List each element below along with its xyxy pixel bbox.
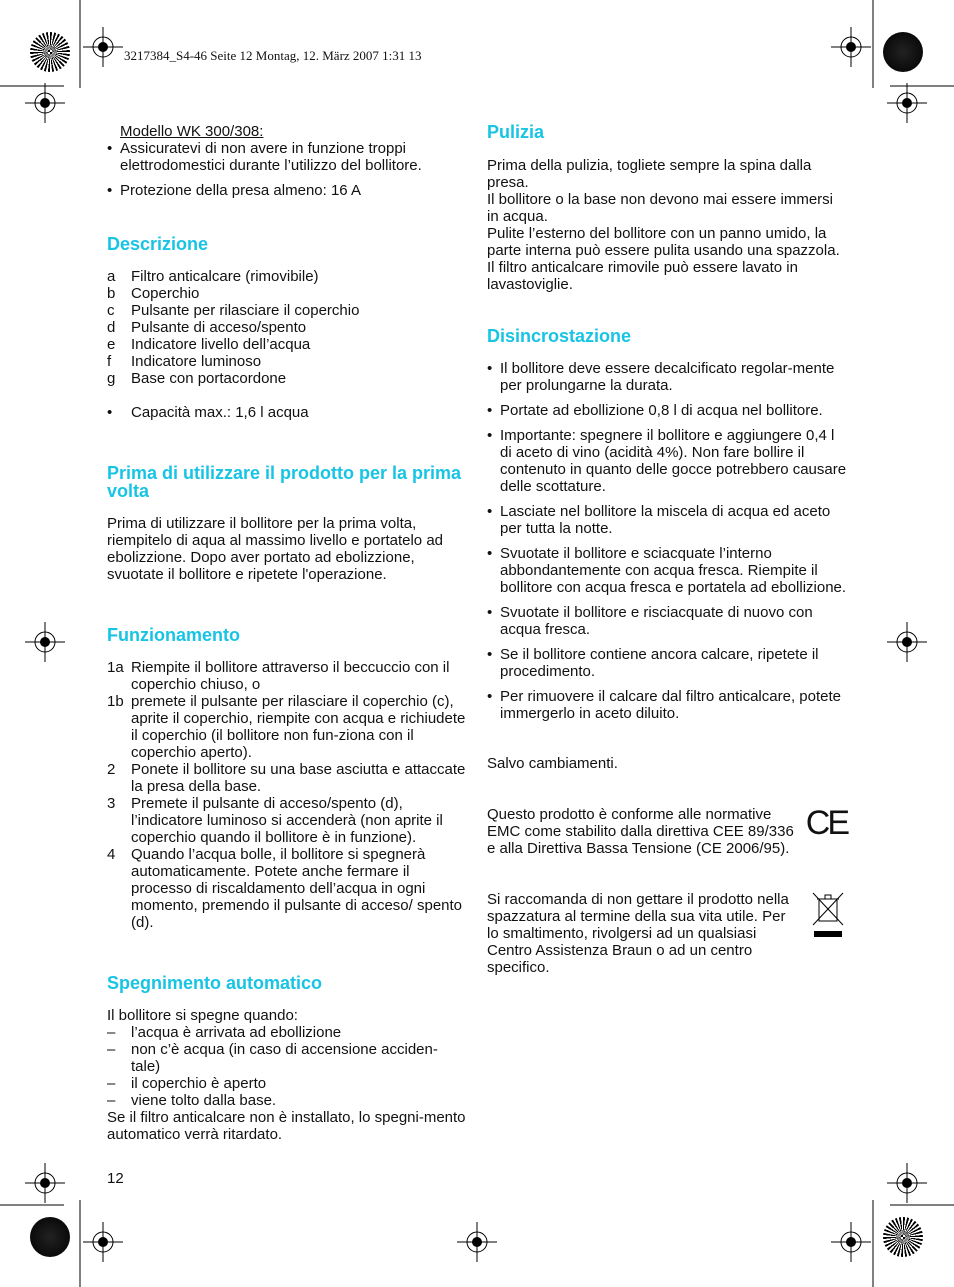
list-item: b Coperchio [107, 285, 200, 302]
list-item: 1b premete il pulsante per rilasciare il coperchio (c), aprite il coperchio, riempite con acqua e richiudete il coperchio (il bollitore non fun-ziona con il coperchio aperto). [107, 693, 466, 761]
list-item: 2 Ponete il bollitore su una base asciutta e attaccate la presa della base. [107, 761, 466, 795]
registration-mark-icon [831, 27, 871, 67]
registration-mark-icon [887, 83, 927, 123]
section-title-spegnimento: Spegnimento automatico [107, 973, 323, 993]
list-item: – viene tolto dalla base. [107, 1092, 277, 1109]
page-number: 12 [107, 1170, 124, 1187]
spegnimento-intro: Il bollitore si spegne quando: [107, 1007, 298, 1024]
starburst-mark-icon [883, 32, 923, 72]
registration-mark-icon [831, 1222, 871, 1262]
list-item: • Importante: spegnere il bollitore e aggiungere 0,4 l di aceto di vino (acidità 4%). Non fare bollire il contenuto in quanto delle gocce potrebbero causare delle scottature. [487, 427, 847, 495]
list-item: • Assicuratevi di non avere in funzione troppi elettrodomestici durante l’utilizzo del bollitore. [107, 140, 422, 174]
list-item: • Svuotate il bollitore e risciacquate di nuovo con acqua fresca. [487, 604, 813, 638]
registration-mark-icon [83, 27, 123, 67]
list-item: • Il bollitore deve essere decalcificato regolar-mente per prolungarne la durata. [487, 360, 835, 394]
right-column [487, 123, 847, 976]
list-item: a Filtro anticalcare (rimovibile) [107, 268, 319, 285]
disposal-text: Si raccomanda di non gettare il prodotto nella spazzatura al termine della sua vita utile. Per lo smaltimento, rivolgersi ad un qualsiasi Centro Assistenza Braun o ad un centro specifico. [487, 891, 789, 976]
list-item: • Svuotate il bollitore e sciacquate l’interno abbondantemente con acqua fresca. Riempite il bollitore con acqua fresca e portatela ad ebollizione. [487, 545, 847, 596]
steps-list [107, 659, 467, 931]
list-item: – il coperchio è aperto [107, 1075, 267, 1092]
registration-mark-icon [887, 622, 927, 662]
list-item: f Indicatore luminoso [107, 353, 262, 370]
list-item: 1a Riempite il bollitore attraverso il beccuccio con il coperchio chiuso, o [107, 659, 450, 693]
registration-mark-icon [25, 1163, 65, 1203]
disposal-block [487, 891, 847, 976]
registration-mark-icon [457, 1222, 497, 1262]
list-item: • Protezione della presa almeno: 16 A [107, 182, 361, 199]
list-item: • Se il bollitore contiene ancora calcare, ripetete il procedimento. [487, 646, 819, 680]
print-stamp: 3217384_S4-46 Seite 12 Montag, 12. März 2007 1:31 13 [124, 48, 422, 63]
section-title-prima: Prima di utilizzare il prodotto per la prima volta [107, 463, 462, 501]
section-title-pulizia: Pulizia [487, 122, 545, 142]
list-item: • Lasciate nel bollitore la miscela di acqua ed aceto per tutta la notte. [487, 503, 831, 537]
registration-mark-icon [887, 1163, 927, 1203]
list-item: c Pulsante per rilasciare il coperchio [107, 302, 360, 319]
list-item: e Indicatore livello dell’acqua [107, 336, 311, 353]
model-label: Modello WK 300/308: [120, 123, 264, 140]
spegnimento-outro: Se il filtro anticalcare non è installato, lo spegni-mento automatico verrà ritardato. [107, 1109, 466, 1143]
list-item: – non c’è acqua (in caso di accensione acciden-tale) [107, 1041, 438, 1075]
section-title-descrizione: Descrizione [107, 234, 209, 254]
pulizia-text: Pulite l’esterno del bollitore con un panno umido, la parte interna può essere pulita usando una spazzola. Il filtro anticalcare rimovile può essere lavato in lavastoviglie. [487, 225, 840, 293]
list-item: • Portate ad ebollizione 0,8 l di acqua nel bollitore. [487, 402, 823, 419]
section-title-funzionamento: Funzionamento [107, 625, 240, 645]
pulizia-text: Il bollitore o la base non devono mai essere immersi in acqua. [487, 191, 834, 225]
list-item: – l’acqua è arrivata ad ebollizione [107, 1024, 342, 1041]
list-item: g Base con portacordone [107, 370, 287, 387]
ce-text: Questo prodotto è conforme alle normative EMC come stabilito dalla direttiva CEE 89/336 e alla Direttiva Bassa Tensione (CE 2006/95). [487, 806, 794, 857]
ce-mark-icon: CE [805, 804, 847, 842]
parts-list [107, 268, 467, 387]
list-item: d Pulsante di acceso/spento [107, 319, 307, 336]
pulizia-text: Prima della pulizia, togliete sempre la spina dalla presa. [487, 157, 812, 191]
section-title-disincrostazione: Disincrostazione [487, 326, 632, 346]
list-item: • Per rimuovere il calcare dal filtro anticalcare, potete immergerlo in aceto diluito. [487, 688, 841, 722]
list-item: 3 Premete il pulsante di acceso/spento (d), l’indicatore luminoso si accenderà (non aprite il coperchio quando il bollitore è in funzione). [107, 795, 443, 846]
starburst-mark-icon [30, 32, 70, 72]
descaling-list [487, 360, 847, 722]
capacity-item: • Capacità max.: 1,6 l acqua [107, 404, 309, 421]
registration-mark-icon [25, 83, 65, 123]
registration-mark-icon [83, 1222, 123, 1262]
salvo-cambiamenti: Salvo cambiamenti. [487, 755, 618, 772]
prima-text: Prima di utilizzare il bollitore per la prima volta, riempitelo di aqua al massimo livello e portatelo ad ebolizzione. Dopo aver portato ad ebolizzione, svuotate il bollitore e ripetete l'operazione. [107, 515, 444, 583]
starburst-mark-icon [883, 1217, 923, 1257]
starburst-mark-icon [30, 1217, 70, 1257]
ce-block [487, 806, 847, 857]
list-item: 4 Quando l’acqua bolle, il bollitore si spegnerà automaticamente. Potete anche fermare il processo di riscaldamento dell’acqua in ogni momento, premendo il pulsante di acceso/ spento (d). [107, 846, 463, 931]
registration-mark-icon [25, 622, 65, 662]
left-column [107, 123, 467, 1143]
crossed-bin-icon [811, 891, 847, 939]
